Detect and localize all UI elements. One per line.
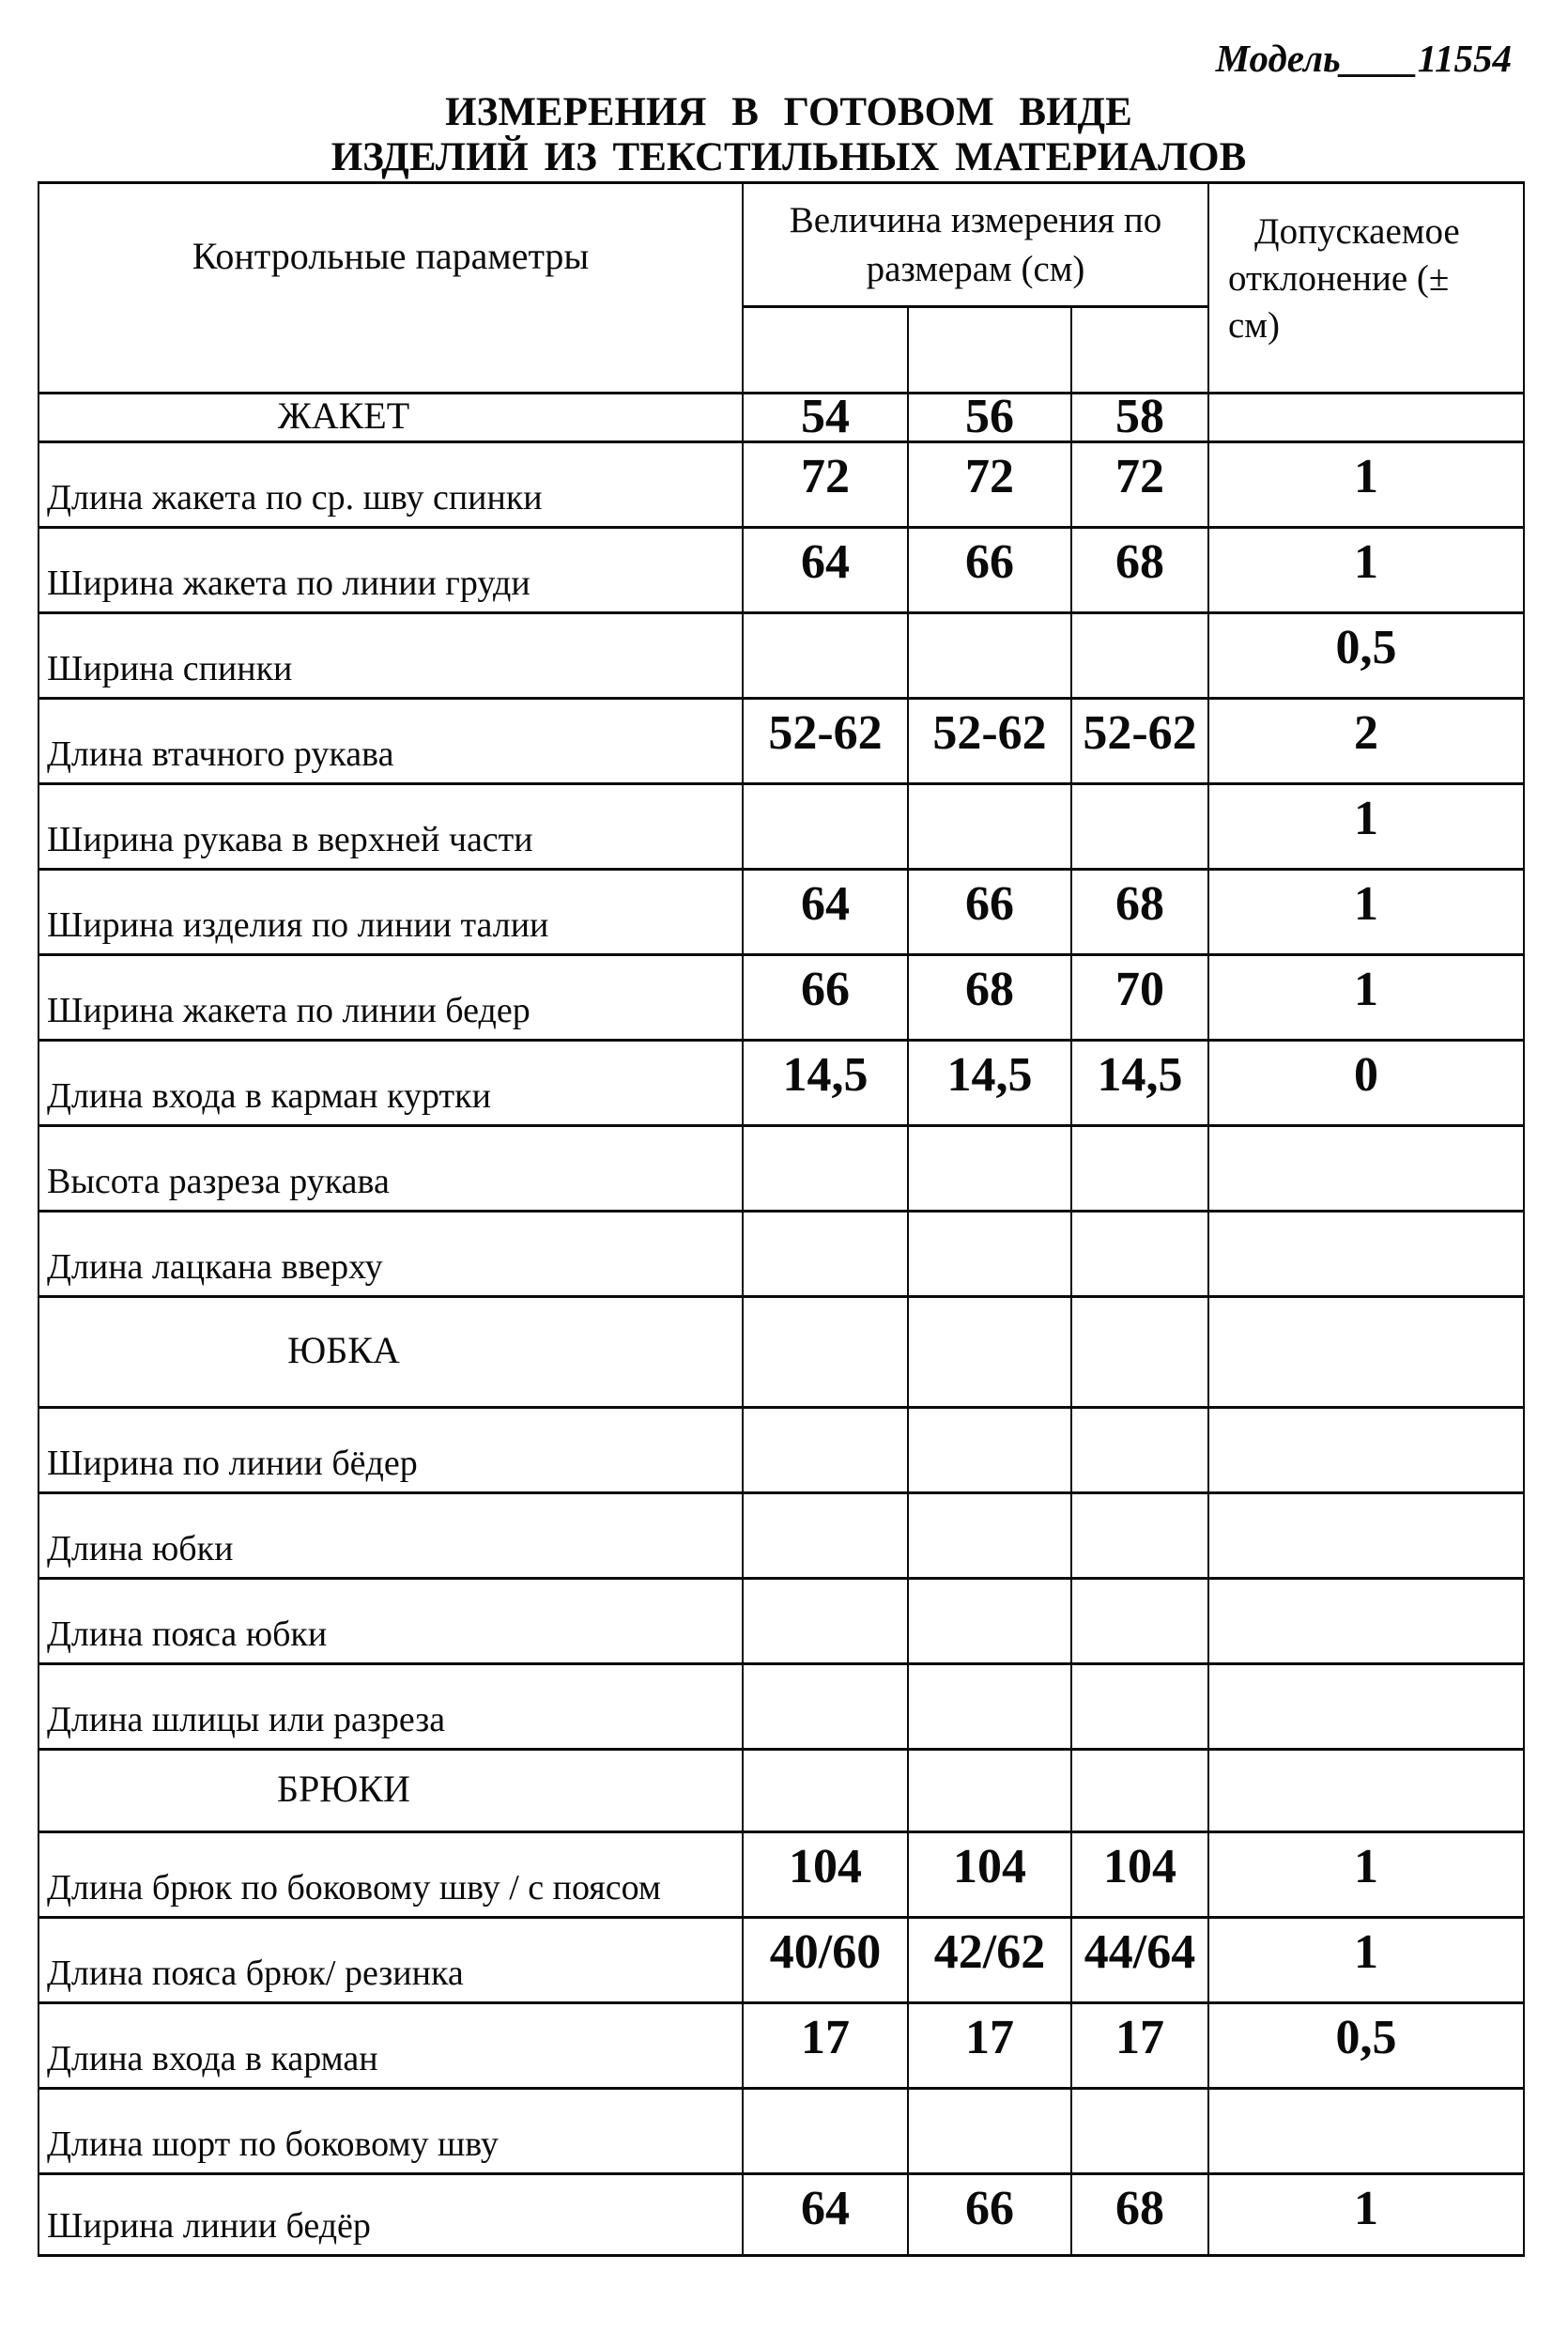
measurement-value bbox=[908, 613, 1071, 699]
measurement-value bbox=[908, 1493, 1071, 1579]
parameter-label: Длина пояса юбки bbox=[38, 1579, 743, 1664]
measurement-value bbox=[1071, 1579, 1208, 1664]
tolerance-value: 1 bbox=[1208, 784, 1524, 870]
size-subcell-3 bbox=[1071, 307, 1208, 394]
measurement-value bbox=[908, 2089, 1071, 2174]
table-row bbox=[38, 442, 1524, 528]
table-row bbox=[38, 784, 1524, 870]
measurement-value bbox=[1071, 1297, 1208, 1408]
measurement-value: 64 bbox=[743, 870, 908, 955]
measurement-value: 54 bbox=[743, 394, 908, 442]
header-control-parameters: Контрольные параметры bbox=[38, 183, 743, 394]
table-row bbox=[38, 1126, 1524, 1212]
parameter-label: Ширина по линии бёдер bbox=[38, 1408, 743, 1493]
measurement-value: 17 bbox=[908, 2003, 1071, 2089]
measurement-value: 72 bbox=[743, 442, 908, 528]
measurement-value: 72 bbox=[1071, 442, 1208, 528]
measurement-value bbox=[908, 1750, 1071, 1832]
parameter-label: Высота разреза рукава bbox=[38, 1126, 743, 1212]
measurement-value bbox=[1071, 1408, 1208, 1493]
parameter-label: Длина входа в карман куртки bbox=[38, 1041, 743, 1126]
parameter-label: Длина входа в карман bbox=[38, 2003, 743, 2089]
section-title: ЖАКЕТ bbox=[38, 394, 743, 442]
tolerance-value: 1 bbox=[1208, 1832, 1524, 1918]
tolerance-value bbox=[1208, 1493, 1524, 1579]
measurement-value bbox=[743, 1579, 908, 1664]
measurement-value: 17 bbox=[743, 2003, 908, 2089]
measurement-value bbox=[908, 1579, 1071, 1664]
table-row bbox=[38, 1579, 1524, 1664]
measurement-value bbox=[743, 784, 908, 870]
measurement-value bbox=[908, 1664, 1071, 1750]
measurement-value: 17 bbox=[1071, 2003, 1208, 2089]
measurement-value bbox=[1071, 1126, 1208, 1212]
measurement-value: 52-62 bbox=[1071, 699, 1208, 784]
measurement-value: 52-62 bbox=[743, 699, 908, 784]
tolerance-value bbox=[1208, 394, 1524, 442]
measurement-value bbox=[908, 1408, 1071, 1493]
table-row bbox=[38, 613, 1524, 699]
measurement-value bbox=[1071, 613, 1208, 699]
table-row bbox=[38, 2089, 1524, 2174]
tolerance-value bbox=[1208, 1212, 1524, 1297]
measurement-value bbox=[1071, 1664, 1208, 1750]
measurement-value: 14,5 bbox=[743, 1041, 908, 1126]
document-title bbox=[0, 90, 1568, 180]
parameter-label: Ширина рукава в верхней части bbox=[38, 784, 743, 870]
parameter-label: Ширина спинки bbox=[38, 613, 743, 699]
section-row bbox=[38, 394, 1524, 442]
measurement-value: 66 bbox=[908, 2174, 1071, 2256]
tolerance-value bbox=[1208, 1126, 1524, 1212]
size-subcell-2 bbox=[908, 307, 1071, 394]
measurement-value bbox=[743, 1408, 908, 1493]
measurement-value: 58 bbox=[1071, 394, 1208, 442]
measurement-value bbox=[743, 1664, 908, 1750]
table-row bbox=[38, 2174, 1524, 2256]
table-row bbox=[38, 870, 1524, 955]
parameter-label: Длина пояса брюк/ резинка bbox=[38, 1918, 743, 2003]
measurement-value: 66 bbox=[908, 870, 1071, 955]
measurement-value: 104 bbox=[1071, 1832, 1208, 1918]
measurement-value bbox=[743, 613, 908, 699]
tolerance-value: 1 bbox=[1208, 870, 1524, 955]
measurement-value: 68 bbox=[1071, 2174, 1208, 2256]
tolerance-value bbox=[1208, 1664, 1524, 1750]
table-row bbox=[38, 699, 1524, 784]
measurement-value: 56 bbox=[908, 394, 1071, 442]
measurement-value: 64 bbox=[743, 528, 908, 613]
parameter-label: Длина втачного рукава bbox=[38, 699, 743, 784]
measurement-value: 64 bbox=[743, 2174, 908, 2256]
size-subcell-1 bbox=[743, 307, 908, 394]
section-row bbox=[38, 1750, 1524, 1832]
measurement-value: 52-62 bbox=[908, 699, 1071, 784]
tolerance-value: 1 bbox=[1208, 442, 1524, 528]
parameter-label: Ширина жакета по линии груди bbox=[38, 528, 743, 613]
tolerance-value: 2 bbox=[1208, 699, 1524, 784]
measurement-value: 40/60 bbox=[743, 1918, 908, 2003]
measurement-value: 66 bbox=[908, 528, 1071, 613]
tolerance-value bbox=[1208, 1579, 1524, 1664]
measurement-value bbox=[908, 784, 1071, 870]
measurement-value: 44/64 bbox=[1071, 1918, 1208, 2003]
measurement-value bbox=[743, 1493, 908, 1579]
tolerance-value: 1 bbox=[1208, 955, 1524, 1041]
measurement-value: 72 bbox=[908, 442, 1071, 528]
measurement-value: 14,5 bbox=[1071, 1041, 1208, 1126]
parameter-label: Ширина жакета по линии бедер bbox=[38, 955, 743, 1041]
table-row bbox=[38, 1918, 1524, 2003]
parameter-label: Длина брюк по боковому шву / с поясом bbox=[38, 1832, 743, 1918]
tolerance-value bbox=[1208, 1750, 1524, 1832]
measurement-value: 104 bbox=[908, 1832, 1071, 1918]
measurement-value bbox=[908, 1297, 1071, 1408]
table-row bbox=[38, 528, 1524, 613]
section-title: БРЮКИ bbox=[38, 1750, 743, 1832]
tolerance-value bbox=[1208, 1297, 1524, 1408]
tolerance-value: 1 bbox=[1208, 528, 1524, 613]
measurement-value bbox=[1071, 1750, 1208, 1832]
section-row bbox=[38, 1297, 1524, 1408]
section-title: ЮБКА bbox=[38, 1297, 743, 1408]
tolerance-value: 0,5 bbox=[1208, 613, 1524, 699]
parameter-label: Длина шлицы или разреза bbox=[38, 1664, 743, 1750]
table-row bbox=[38, 2003, 1524, 2089]
tolerance-value: 0 bbox=[1208, 1041, 1524, 1126]
parameter-label: Длина лацкана вверху bbox=[38, 1212, 743, 1297]
measurements-table bbox=[38, 181, 1525, 2257]
measurement-value: 42/62 bbox=[908, 1918, 1071, 2003]
table-row bbox=[38, 1408, 1524, 1493]
measurement-value: 68 bbox=[908, 955, 1071, 1041]
header-allowed-tolerance: Допускаемое отклонение (± см) bbox=[1208, 183, 1524, 394]
measurement-value bbox=[908, 1126, 1071, 1212]
parameter-label: Длина жакета по ср. шву спинки bbox=[38, 442, 743, 528]
table-row bbox=[38, 1212, 1524, 1297]
title-line-1: ИЗМЕРЕНИЯ В ГОТОВОМ ВИДЕ bbox=[445, 90, 1132, 134]
measurement-value bbox=[1071, 2089, 1208, 2174]
tolerance-value bbox=[1208, 1408, 1524, 1493]
measurement-value: 104 bbox=[743, 1832, 908, 1918]
table-body bbox=[38, 394, 1524, 2256]
table-row bbox=[38, 1832, 1524, 1918]
measurement-value bbox=[743, 2089, 908, 2174]
header-measurement-values: Величина измерения по размерам (см) bbox=[743, 183, 1208, 307]
tolerance-value: 1 bbox=[1208, 2174, 1524, 2256]
measurement-value bbox=[1071, 1212, 1208, 1297]
tolerance-value: 1 bbox=[1208, 1918, 1524, 2003]
measurement-value: 66 bbox=[743, 955, 908, 1041]
table-row bbox=[38, 1664, 1524, 1750]
table-row bbox=[38, 1041, 1524, 1126]
tolerance-value: 0,5 bbox=[1208, 2003, 1524, 2089]
parameter-label: Ширина линии бедёр bbox=[38, 2174, 743, 2256]
measurement-value bbox=[743, 1297, 908, 1408]
table-row bbox=[38, 1493, 1524, 1579]
measurement-value: 68 bbox=[1071, 870, 1208, 955]
measurement-value bbox=[743, 1750, 908, 1832]
measurement-value bbox=[908, 1212, 1071, 1297]
measurement-value: 68 bbox=[1071, 528, 1208, 613]
parameter-label: Длина шорт по боковому шву bbox=[38, 2089, 743, 2174]
parameter-label: Длина юбки bbox=[38, 1493, 743, 1579]
measurement-value bbox=[1071, 1493, 1208, 1579]
measurement-value bbox=[743, 1126, 908, 1212]
title-line-2: ИЗДЕЛИЙ ИЗ ТЕКСТИЛЬНЫХ МАТЕРИАЛОВ bbox=[331, 135, 1247, 179]
parameter-label: Ширина изделия по линии талии bbox=[38, 870, 743, 955]
measurement-value: 70 bbox=[1071, 955, 1208, 1041]
table-row bbox=[38, 955, 1524, 1041]
tolerance-value bbox=[1208, 2089, 1524, 2174]
measurement-value: 14,5 bbox=[908, 1041, 1071, 1126]
header-row-main bbox=[38, 183, 1524, 307]
measurement-value bbox=[743, 1212, 908, 1297]
measurement-value bbox=[1071, 784, 1208, 870]
model-number-line: Модель____11554 bbox=[1215, 37, 1512, 80]
